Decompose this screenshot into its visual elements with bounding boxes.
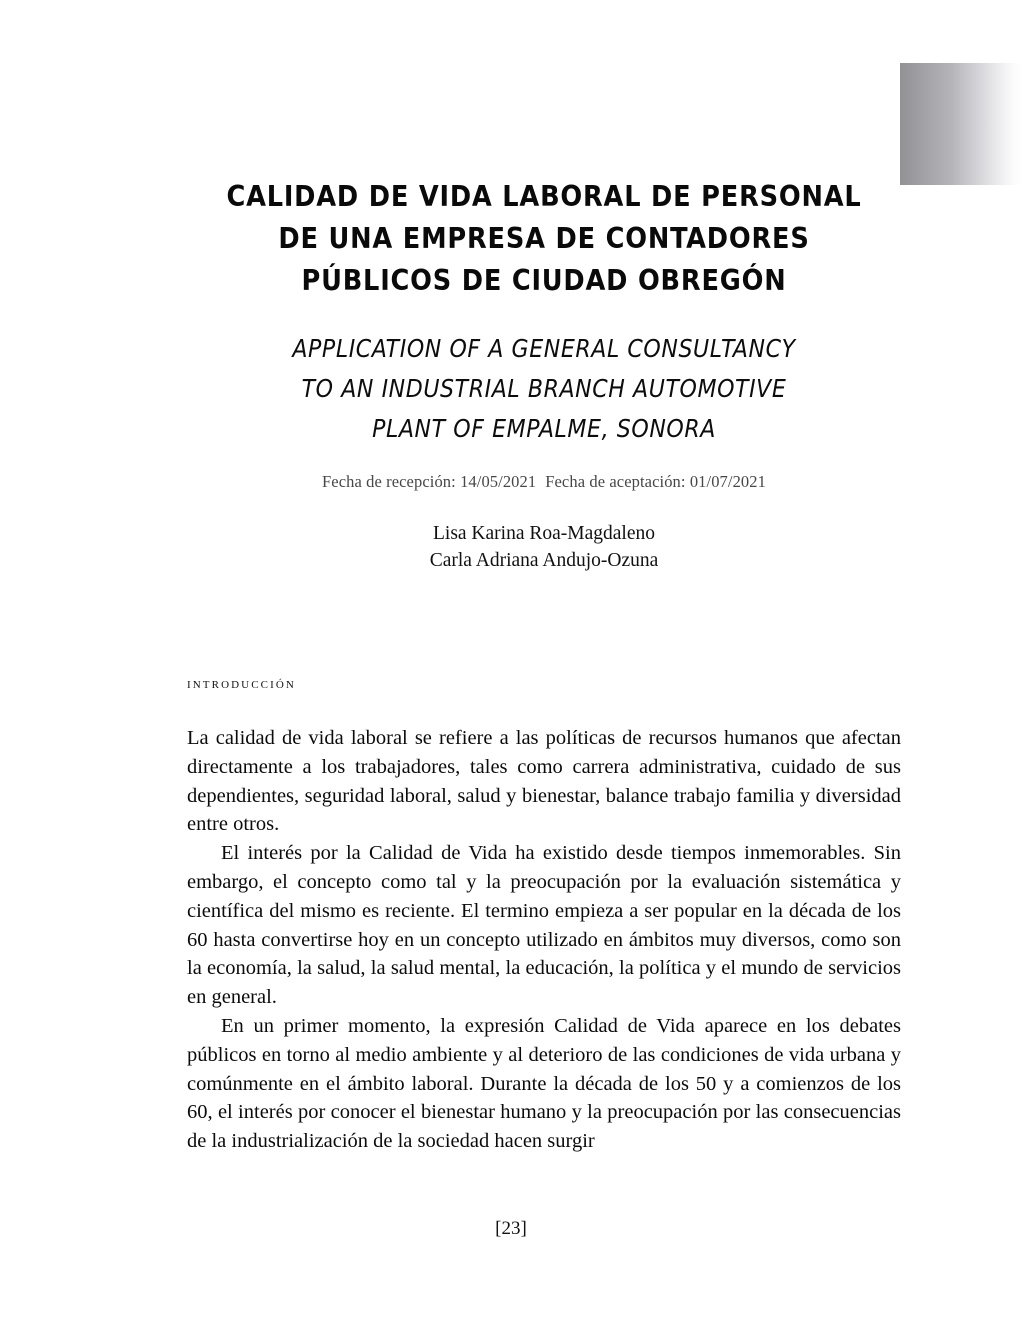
acceptance-date-value: 01/07/2021: [689, 472, 766, 491]
title-line-1: CALIDAD DE VIDA LABORAL DE PERSONAL: [226, 180, 862, 213]
section-heading-introduccion: introducción: [187, 675, 296, 692]
author-name: Carla Adriana Andujo-Ozuna: [429, 550, 659, 571]
paragraph: El interés por la Calidad de Vida ha existido desde tiempos inmemorables. Sin embargo, el concepto como tal y la preocupación por la evaluación sistemática y científica del mismo es reciente. El termino empieza a ser popular en la década de los 60 hasta convertirse hoy en un concepto utilizado en ámbitos muy diversos, como son la economía, la salud, la salud mental, la educación, la política y el mundo de servicios en general.: [187, 842, 901, 1009]
page-content-column: [187, 0, 901, 1156]
title-line-2: DE UNA EMPRESA DE CONTADORES: [278, 222, 810, 255]
author-list: [187, 520, 901, 574]
author-name: Lisa Karina Roa-Magdaleno: [432, 523, 655, 544]
subtitle-line-1: APPLICATION OF A GENERAL CONSULTANCY: [292, 334, 796, 363]
page-number: [23]: [495, 1218, 527, 1239]
subtitle-line-2: TO AN INDUSTRIAL BRANCH AUTOMOTIVE: [301, 374, 787, 403]
english-subtitle: [187, 329, 901, 449]
publication-dates: [187, 472, 901, 492]
subtitle-line-3: PLANT OF EMPALME, SONORA: [372, 414, 716, 443]
paragraph: La calidad de vida laboral se refiere a las políticas de recursos humanos que afectan directamente a los trabajadores, tales como carrera administrativa, cuidado de sus dependientes, seguridad laboral, salud y bienestar, balance trabajo familia y diversidad entre otros.: [187, 727, 901, 836]
page-title: [187, 176, 901, 302]
reception-date-value: 14/05/2021: [460, 472, 537, 491]
title-line-3: PÚBLICOS DE CIUDAD OBREGÓN: [301, 264, 787, 297]
acceptance-date-label: Fecha de aceptación:: [545, 472, 686, 491]
paragraph: En un primer momento, la expresión Calidad de Vida aparece en los debates públicos en torno al medio ambiente y al deterioro de las condiciones de vida urbana y comúnmente en el ámbito laboral. Durante la década de los 50 y a comienzos de los 60, el interés por conocer el bienestar humano y la preocupación por las consecuencias de la industrialización de la sociedad hacen surgir: [187, 1014, 901, 1153]
section-body: [187, 724, 901, 1156]
reception-date-label: Fecha de recepción:: [322, 472, 456, 491]
